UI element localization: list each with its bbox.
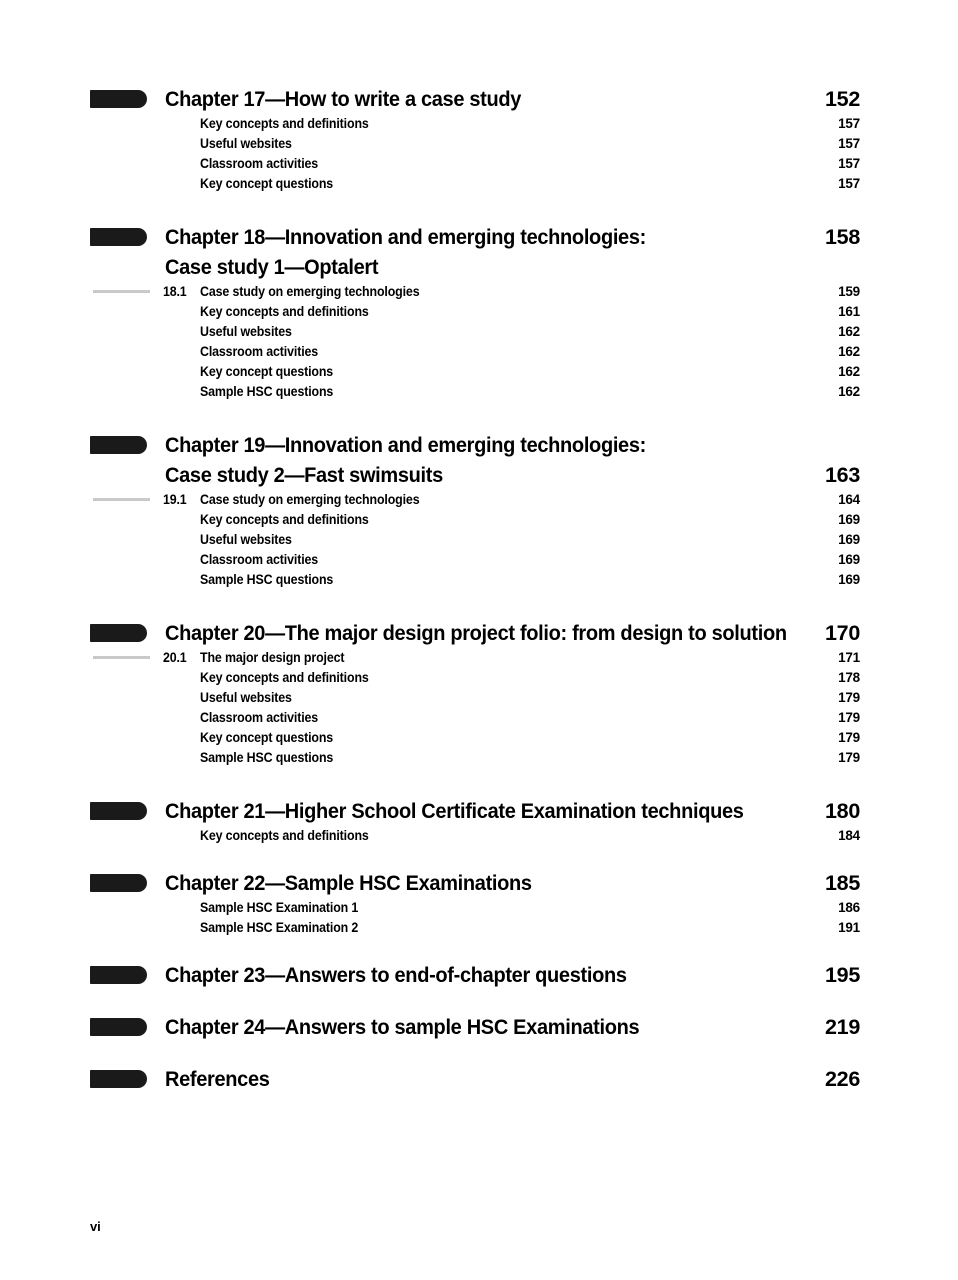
chapter-title-line-1: Chapter 20—The major design project folio: from design to solution [165,621,787,645]
chapter-entry[interactable] [90,1064,860,1094]
chapter-bullet-icon [90,874,147,892]
subitem-page-number: 169 [838,572,860,587]
chapter-title-line-1: Chapter 22—Sample HSC Examinations [165,871,532,895]
subitem-page-number: 186 [838,900,860,915]
chapter-title[interactable] [165,868,532,898]
chapter-heading-row[interactable] [90,796,860,826]
subitem-row[interactable] [90,708,860,728]
subitem-label[interactable]: Sample HSC Examination 1 [200,900,359,915]
chapter-page-number: 219 [825,1015,860,1039]
chapter-title[interactable] [165,618,787,648]
section-label[interactable]: Case study on emerging technologies [200,492,420,507]
subitem-row[interactable] [90,826,860,846]
chapter-bullet-icon [90,228,147,246]
subitem-page-number: 162 [838,324,860,339]
block-spacer [90,402,860,430]
subitem-page-number: 179 [838,690,860,705]
subitem-row[interactable] [90,134,860,154]
chapter-page-number: 170 [825,621,860,645]
subitem-row[interactable] [90,898,860,918]
subitem-label[interactable]: Classroom activities [200,344,319,359]
subitem-page-number: 169 [838,532,860,547]
chapter-entry[interactable] [90,868,860,938]
subitem-label[interactable]: Sample HSC questions [200,384,334,399]
subitem-page-number: 162 [838,344,860,359]
subitem-row[interactable] [90,728,860,748]
chapter-title[interactable] [165,84,521,114]
chapter-heading-row[interactable] [90,960,860,990]
subitem-row[interactable] [90,382,860,402]
subitem-page-number: 184 [838,828,860,843]
chapter-page-number: 163 [825,463,860,487]
section-label[interactable]: Case study on emerging technologies [200,284,420,299]
section-rule-icon [93,656,150,659]
section-page-number: 164 [838,492,860,507]
subitem-page-number: 179 [838,710,860,725]
section-rule-icon [93,290,150,293]
subitem-label[interactable]: Useful websites [200,136,292,151]
subitem-page-number: 157 [838,176,860,191]
subitem-page-number: 157 [838,116,860,131]
section-label[interactable]: The major design project [200,650,345,665]
section-row[interactable] [90,648,860,668]
chapter-title-line-1: Chapter 18—Innovation and emerging technologies: [165,225,646,249]
subitem-label[interactable]: Sample HSC questions [200,572,334,587]
subitem-row[interactable] [90,174,860,194]
block-spacer [90,990,860,1012]
subitem-label[interactable]: Key concept questions [200,730,334,745]
subitem-page-number: 162 [838,364,860,379]
chapter-entry[interactable] [90,84,860,194]
subitem-label[interactable]: Key concept questions [200,364,334,379]
chapter-bullet-icon [90,436,147,454]
subitem-row[interactable] [90,510,860,530]
section-rule-icon [93,498,150,501]
subitem-row[interactable] [90,570,860,590]
block-spacer [90,938,860,960]
chapter-title[interactable] [165,796,744,826]
subitem-row[interactable] [90,530,860,550]
chapter-bullet-icon [90,1018,147,1036]
subitem-row[interactable] [90,322,860,342]
chapter-heading-row[interactable] [90,868,860,898]
section-row[interactable] [90,490,860,510]
section-number: 19.1 [163,492,187,507]
subitem-label[interactable]: Classroom activities [200,710,319,725]
chapter-heading-row[interactable] [90,84,860,114]
chapter-title-line-1: Chapter 17—How to write a case study [165,87,522,111]
chapter-heading-row[interactable] [90,430,860,490]
section-number: 20.1 [163,650,187,665]
subitem-label[interactable]: Useful websites [200,324,292,339]
chapter-title-line-1: Chapter 21—Higher School Certificate Examination techniques [165,799,744,823]
subitem-label[interactable]: Useful websites [200,532,292,547]
subitem-row[interactable] [90,688,860,708]
chapter-title[interactable] [165,222,646,282]
table-of-contents [90,84,860,1094]
chapter-page-number: 158 [825,225,860,249]
subitem-label[interactable]: Key concepts and definitions [200,670,369,685]
block-spacer [90,194,860,222]
block-spacer [90,590,860,618]
subitem-page-number: 161 [838,304,860,319]
chapter-title-line-2: Case study 2—Fast swimsuits [165,463,443,487]
chapter-title[interactable] [165,430,646,490]
block-spacer [90,1042,860,1064]
page-folio: vi [90,1219,101,1234]
subitem-label[interactable]: Classroom activities [200,552,319,567]
chapter-heading-row[interactable] [90,222,860,282]
block-spacer [90,846,860,868]
chapter-bullet-icon [90,802,147,820]
subitem-row[interactable] [90,748,860,768]
section-page-number: 171 [838,650,860,665]
subitem-label[interactable]: Sample HSC questions [200,750,334,765]
chapter-page-number: 226 [825,1067,860,1091]
subitem-row[interactable] [90,302,860,322]
chapter-heading-row[interactable] [90,1064,860,1094]
subitem-row[interactable] [90,668,860,688]
chapter-page-number: 195 [825,963,860,987]
chapter-title-line-2: Case study 1—Optalert [165,255,379,279]
subitem-page-number: 179 [838,730,860,745]
subitem-label[interactable]: Key concepts and definitions [200,512,369,527]
chapter-entry[interactable] [90,796,860,846]
chapter-title-line-1: References [165,1067,270,1091]
subitem-page-number: 157 [838,156,860,171]
subitem-page-number: 178 [838,670,860,685]
subitem-row[interactable] [90,550,860,570]
chapter-bullet-icon [90,90,147,108]
subitem-page-number: 169 [838,552,860,567]
subitem-page-number: 162 [838,384,860,399]
subitem-label[interactable]: Key concept questions [200,176,334,191]
subitem-label[interactable]: Useful websites [200,690,292,705]
section-number: 18.1 [163,284,187,299]
subitem-page-number: 157 [838,136,860,151]
chapter-entry[interactable] [90,430,860,590]
section-page-number: 159 [838,284,860,299]
chapter-page-number: 152 [825,87,860,111]
chapter-bullet-icon [90,624,147,642]
chapter-entry[interactable] [90,1012,860,1042]
subitem-row[interactable] [90,342,860,362]
subitem-page-number: 179 [838,750,860,765]
chapter-title[interactable] [165,1012,639,1042]
chapter-title-line-1: Chapter 24—Answers to sample HSC Examinations [165,1015,640,1039]
subitem-page-number: 191 [838,920,860,935]
chapter-heading-row[interactable] [90,618,860,648]
subitem-page-number: 169 [838,512,860,527]
chapter-page-number: 185 [825,871,860,895]
chapter-entry[interactable] [90,960,860,990]
chapter-title-line-1: Chapter 23—Answers to end-of-chapter questions [165,963,627,987]
chapter-page-number: 180 [825,799,860,823]
chapter-entry[interactable] [90,618,860,768]
subitem-row[interactable] [90,114,860,134]
chapter-title[interactable] [165,960,627,990]
subitem-row[interactable] [90,362,860,382]
chapter-bullet-icon [90,1070,147,1088]
subitem-label[interactable]: Sample HSC Examination 2 [200,920,359,935]
subitem-label[interactable]: Key concepts and definitions [200,116,369,131]
block-spacer [90,768,860,796]
chapter-title[interactable] [165,1064,270,1094]
subitem-row[interactable] [90,154,860,174]
chapter-title-line-1: Chapter 19—Innovation and emerging technologies: [165,433,646,457]
chapter-heading-row[interactable] [90,1012,860,1042]
subitem-label[interactable]: Key concepts and definitions [200,304,369,319]
subitem-row[interactable] [90,918,860,938]
subitem-label[interactable]: Key concepts and definitions [200,828,369,843]
section-row[interactable] [90,282,860,302]
chapter-bullet-icon [90,966,147,984]
subitem-label[interactable]: Classroom activities [200,156,319,171]
chapter-entry[interactable] [90,222,860,402]
